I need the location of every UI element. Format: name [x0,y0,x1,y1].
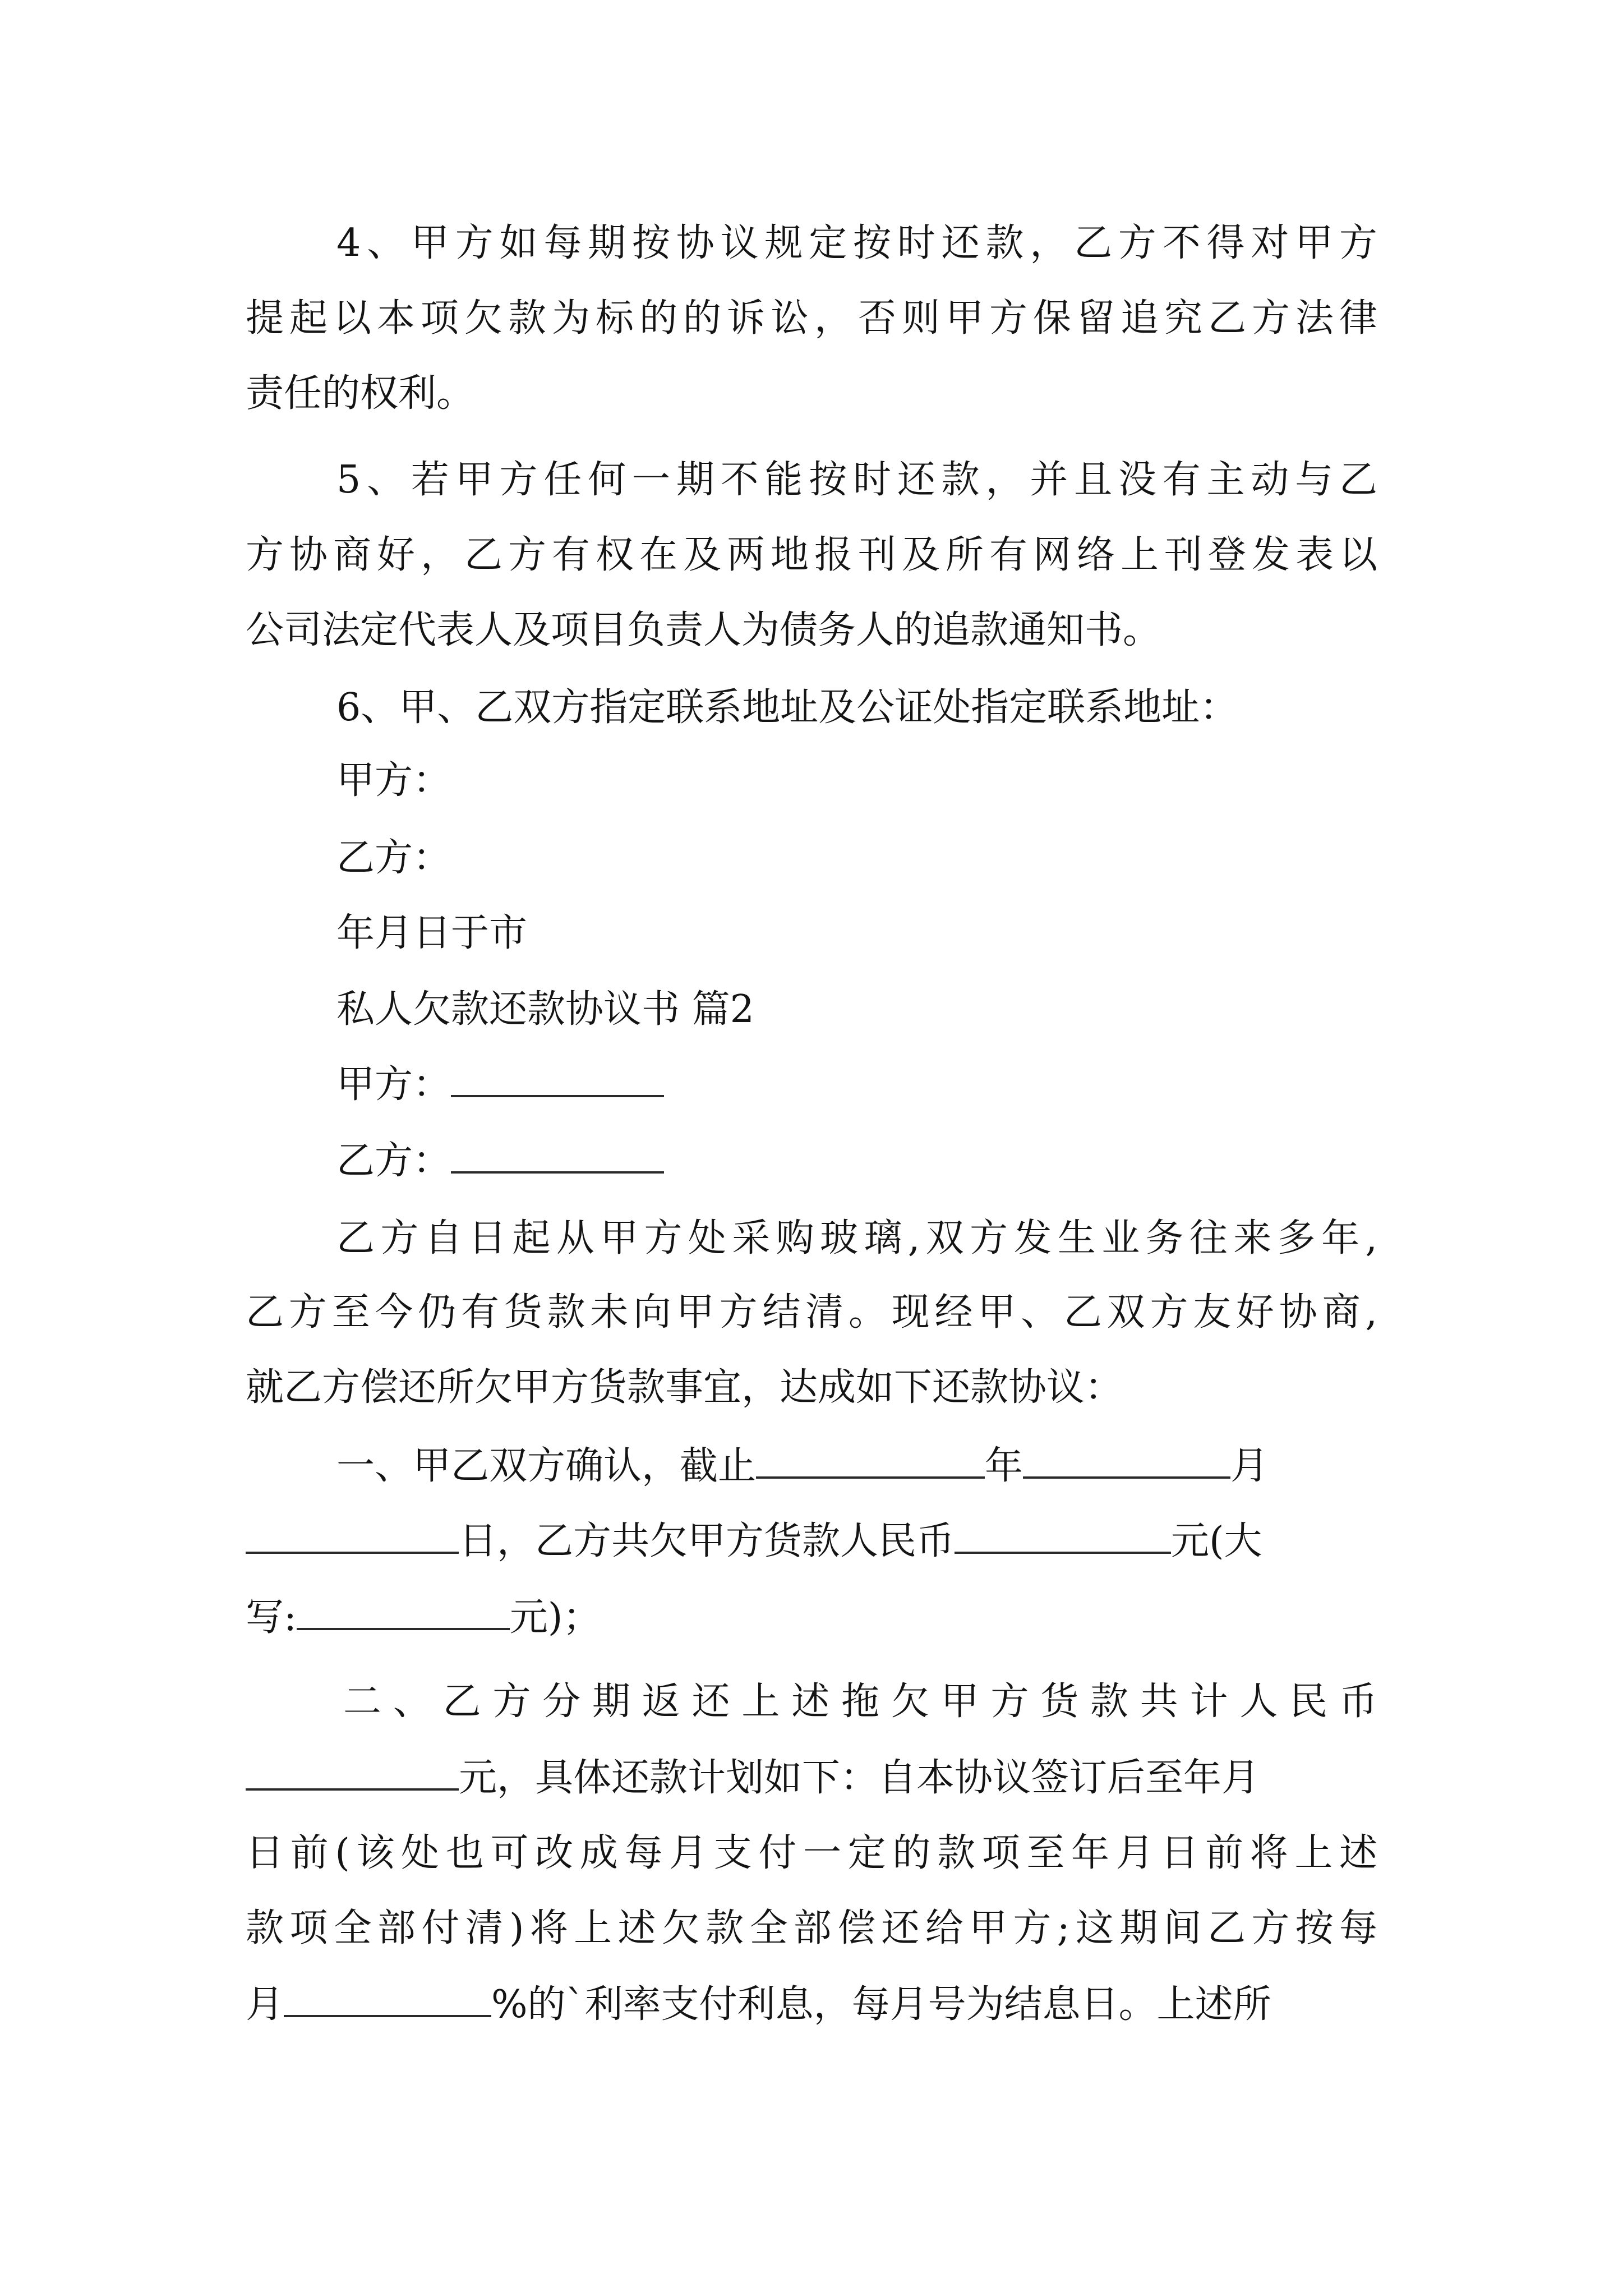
clause-1-month-blank [1023,1443,1230,1479]
clause-2-rate-blank [284,1981,491,2017]
section-2-heading: 私人欠款还款协议书 篇2 [336,987,754,1032]
clause-2-line-2 [246,1751,1260,1805]
clause-1-line-3 [246,1591,601,1645]
paragraph-5-line-1: 5、若甲方任何一期不能按时还款，并且没有主动与乙 [336,458,1377,502]
clause-1-amount-blank [955,1518,1171,1554]
intro-line-3: 就乙方偿还所欠甲方货款事宜，达成如下还款协议： [246,1365,1123,1410]
clause-2-line-3: 日前(该处也可改成每月支付一定的款项至年月日前将上述 [246,1831,1377,1875]
section-2-party-b [336,1134,664,1188]
paragraph-6-party-a: 甲方： [336,758,451,803]
clause-1-year-blank [756,1443,985,1479]
paragraph-5-line-3: 公司法定代表人及项目负责人为债务人的追款通知书。 [246,608,1161,652]
clause-1-text-e: 元(大 [1171,1519,1262,1563]
clause-1-text-c: 月 [1230,1444,1269,1488]
party-b-blank [451,1138,664,1174]
paragraph-4-line-2: 提起以本项欠款为标的的诉讼，否则甲方保留追究乙方法律 [246,296,1377,341]
clause-2-text-b: 月 [246,1982,284,2027]
clause-2-line-5 [246,1978,1271,2032]
paragraph-6-line-1: 6、甲、乙双方指定联系地址及公证处指定联系地址： [336,685,1238,730]
clause-1-text-a: 一、甲乙双方确认，截止 [336,1444,757,1488]
clause-2-line-1: 二、乙方分期返还上述拖欠甲方货款共计人民币 [343,1680,1377,1724]
clause-2-text-a: 元，具体还款计划如下：自本协议签订后至年月 [459,1756,1260,1800]
clause-1-text-f: 写: [246,1595,297,1640]
clause-1-text-b: 年 [985,1444,1023,1488]
intro-line-2: 乙方至今仍有货款未向甲方结清。现经甲、乙双方友好协商, [246,1290,1377,1335]
paragraph-6-party-b: 乙方： [336,836,451,880]
clause-1-line-1 [336,1439,1377,1493]
clause-2-amount-blank [246,1755,459,1791]
party-a-blank [451,1061,664,1097]
clause-1-text-g: 元)； [509,1595,601,1640]
clause-2-line-4: 款项全部付清)将上述欠款全部偿还给甲方;这期间乙方按每 [246,1906,1377,1950]
clause-2-text-c: %的`利率支付利息，每月号为结息日。上述所 [491,1982,1271,2027]
paragraph-4-line-3: 责任的权利。 [246,371,475,416]
clause-1-text-d: 日，乙方共欠甲方货款人民币 [459,1519,955,1563]
clause-1-day-blank [246,1518,459,1554]
intro-line-1: 乙方自日起从甲方处采购玻璃,双方发生业务往来多年, [336,1216,1377,1260]
party-a-label: 甲方： [336,1062,451,1107]
clause-1-capital-blank [297,1594,510,1630]
paragraph-4-line-1: 4、甲方如每期按协议规定按时还款，乙方不得对甲方 [336,221,1377,265]
section-2-party-a [336,1058,664,1112]
paragraph-5-line-2: 方协商好，乙方有权在及两地报刊及所有网络上刊登发表以 [246,533,1377,577]
paragraph-6-date-place: 年月日于市 [336,911,528,955]
party-b-label: 乙方： [336,1139,451,1183]
clause-1-line-2 [246,1515,1377,1568]
